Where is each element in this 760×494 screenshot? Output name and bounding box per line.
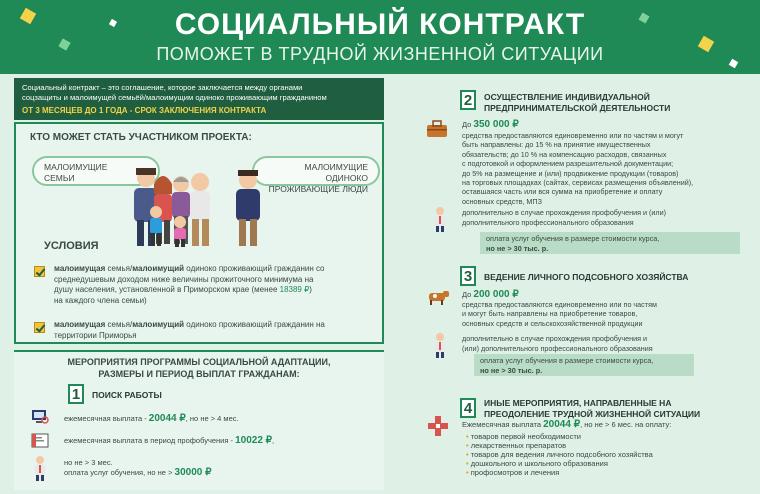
section4-pay: Ежемесячная выплата 20044 ₽, но не > 6 мес. на оплату: [462,419,672,430]
participant-singles: МАЛОИМУЩИЕ ОДИНОКО ПРОЖИВАЮЩИЕ ЛЮДИ [252,156,380,186]
section-number: 1 [68,384,84,404]
computer-search-icon [30,408,50,426]
section2-training-cost: оплата услуг обучения в размере стоимости курса, но не > 30 тыс. р. [480,232,740,254]
section4-list [466,432,653,477]
definition-line: Социальный контракт – это соглашение, которое заключается между органами [22,83,303,92]
section3-title: ВЕДЕНИЕ ЛИЧНОГО ПОДСОБНОГО ХОЗЯЙСТВА [484,272,689,282]
section1-title: ПОИСК РАБОТЫ [92,390,162,400]
list-item: • товаров первой необходимости [466,432,653,441]
section4-title: ИНЫЕ МЕРОПРИЯТИЯ, НАПРАВЛЕННЫЕ НА ПРЕОДОЛЕНИЕ ТРУДНОЙ ЖИЗНЕННОЙ СИТУАЦИИ [484,398,701,419]
section-number: 3 [460,266,476,286]
section2-title: ОСУЩЕСТВЛЕНИЕ ИНДИВИДУАЛЬНОЙ ПРЕДПРИНИМАТЕЛЬСКОЙ ДЕЯТЕЛЬНОСТИ [484,92,671,113]
contract-term: ОТ 3 МЕСЯЦЕВ ДО 1 ГОДА - СРОК ЗАКЛЮЧЕНИЯ КОНТРАКТА [14,104,384,118]
section1-pay1: ежемесячная выплата - 20044 ₽, но не > 4 мес. [64,413,239,424]
cow-icon [426,290,450,306]
conditions-title: УСЛОВИЯ [44,240,99,252]
checkbox-icon [34,322,45,333]
list-item: • товаров для ведения личного подсобного хозяйства [466,450,653,459]
person-icon [432,332,448,358]
section3-training-cost: оплата услуг обучения в размере стоимости курса, но не > 30 тыс. р. [474,354,694,376]
list-item: • лекарственных препаратов [466,441,653,450]
condition-item-2: малоимущая семья/малоимущий одиноко проживающий гражданин на территории Приморья [54,320,325,340]
page-subtitle: ПОМОЖЕТ В ТРУДНОЙ ЖИЗНЕННОЙ СИТУАЦИИ [156,44,604,64]
section2-amount: До 350 000 ₽ [462,119,519,130]
person-icon [432,206,448,232]
medical-cross-icon [426,414,450,438]
family-illustration-icon [126,160,276,248]
section2-description: средства предоставляются единовременно или по частям и могут быть направлены: до 15 % на принятие имущественных обязательств; до 10 % на компенсацию расходов, связанных с подготовкой и оформлением разрешительной документации; до 5% на размещение и (или) продвижение продукции (товаров) на торговых площадках (сайтах, сервисах размещения объявлений), оставшаяся часть или вся сумма на приобретение и оплату основных средств, МПЗ [462,131,694,206]
person-icon [32,455,48,481]
section-number: 2 [460,90,476,110]
list-item: • дошкольного и школьного образования [466,459,653,468]
certificate-icon [30,433,50,449]
section3-description: средства предоставляются единовременно или по частям и могут быть направлены на приобретение товаров, основных средств и сельскохозяйственной продукции [462,300,657,328]
section3-training: дополнительно в случае прохождения профобучения и (или) дополнительного профессионального образования [462,334,653,353]
program-title: МЕРОПРИЯТИЯ ПРОГРАММЫ СОЦИАЛЬНОЙ АДАПТАЦИИ, РАЗМЕРЫ И ПЕРИОД ВЫПЛАТ ГРАЖДАНАМ: [67,357,331,379]
checkbox-icon [34,266,45,277]
section-number: 4 [460,398,476,418]
participants-title: КТО МОЖЕТ СТАТЬ УЧАСТНИКОМ ПРОЕКТА: [30,132,252,143]
briefcase-icon [426,120,448,138]
condition-item-1: малоимущая семья/малоимущий одиноко проживающий гражданин со среднедушевым доходом ниже величины прожиточного минимума на душу населения, установленной в Приморском крае (менее 18389 ₽) на каждого члена семьи) [54,264,325,305]
section1-pay3: но не > 3 мес. оплата услуг обучения, но не > 30000 ₽ [64,458,212,478]
section3-amount: До 200 000 ₽ [462,289,519,300]
list-item: • профосмотров и лечения [466,468,653,477]
section2-training: дополнительно в случае прохождения профобучения и (или) дополнительного профессионального образования [462,208,666,227]
participant-families: МАЛОИМУЩИЕ СЕМЬИ [32,156,160,186]
page-title: СОЦИАЛЬНЫЙ КОНТРАКТ [174,8,586,41]
section1-pay2: ежемесячная выплата в период профобучения - 10022 ₽, [64,435,275,446]
definition-line: соцзащиты и малоимущей семьёй/малоимущим одиноко проживающим гражданином [22,93,327,102]
header-banner [0,0,760,74]
